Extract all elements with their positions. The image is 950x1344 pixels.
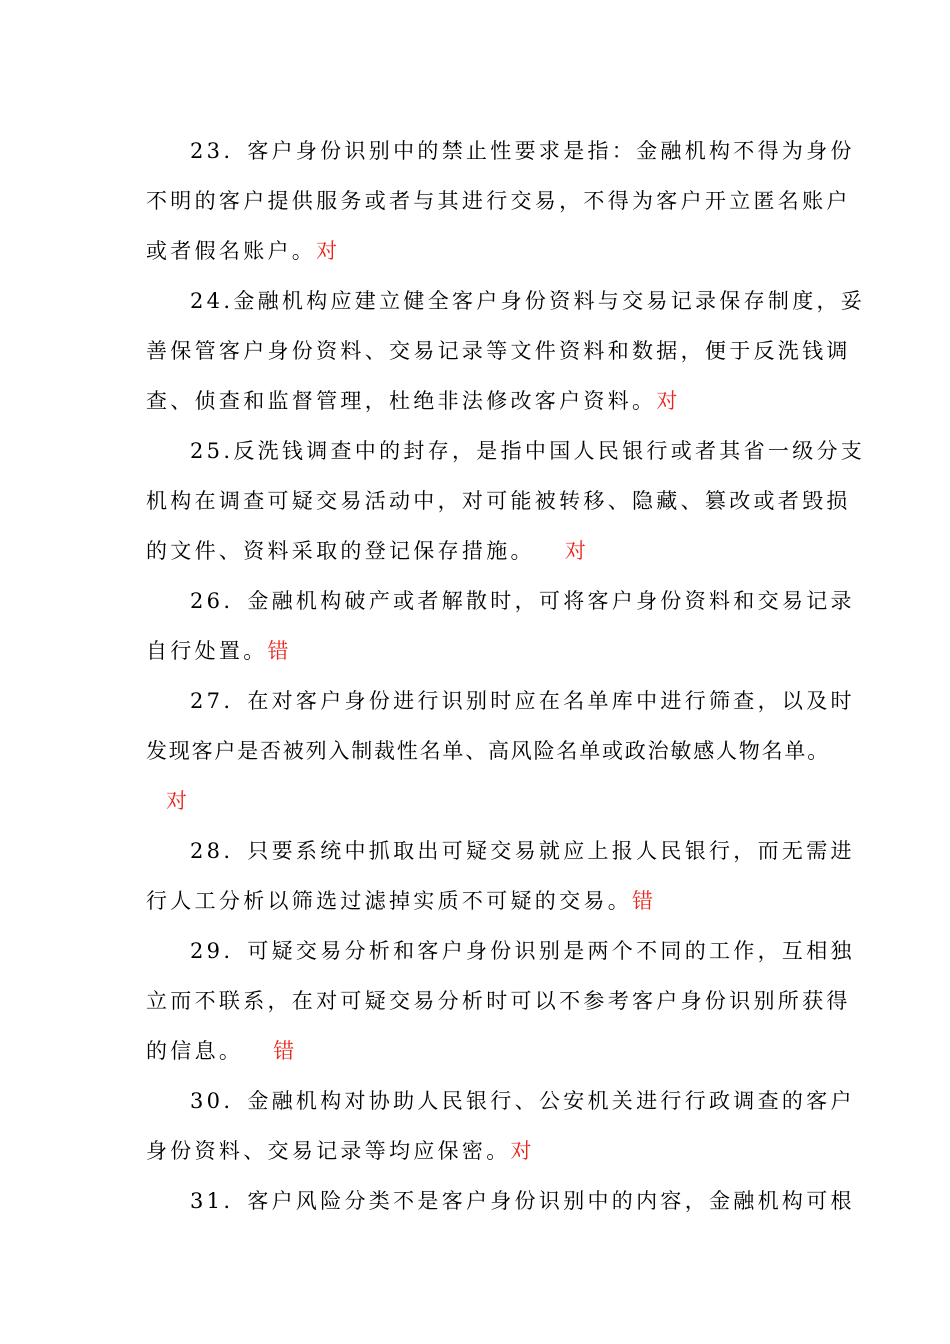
answer-mark: 错 <box>632 889 657 913</box>
answer-mark: 对 <box>316 239 341 263</box>
item-29-line-2: 立而不联系，在对可疑交易分析时可以不参考客户身份识别所获得 <box>146 989 851 1013</box>
answer-mark: 对 <box>564 539 590 563</box>
answer-mark: 对 <box>510 1139 535 1163</box>
item-27-line-3 <box>166 781 187 821</box>
item-number: 25. <box>190 439 234 463</box>
answer-mark: 对 <box>656 389 681 413</box>
item-29-line-1: 29. 可疑交易分析和客户身份识别是两个不同的工作，互相独 <box>190 939 855 963</box>
item-23-line-3: 或者假名账户。对 <box>146 239 341 263</box>
item-number: 29. <box>190 939 234 963</box>
item-28-line-2: 行人工分析以筛选过滤掉实质不可疑的交易。错 <box>146 889 657 913</box>
item-31-line-1: 31. 客户风险分类不是客户身份识别中的内容，金融机构可根 <box>190 1189 855 1213</box>
item-number: 26. <box>190 589 234 613</box>
item-27-line-1: 27. 在对客户身份进行识别时应在名单库中进行筛查，以及时 <box>190 689 855 713</box>
item-number: 27. <box>190 689 234 713</box>
item-26-line-1: 26. 金融机构破产或者解散时，可将客户身份资料和交易记录 <box>190 589 855 613</box>
item-24-line-1: 24.金融机构应建立健全客户身份资料与交易记录保存制度，妥 <box>190 289 866 313</box>
item-28-line-1: 28. 只要系统中抓取出可疑交易就应上报人民银行，而无需进 <box>190 839 855 863</box>
answer-mark: 错 <box>273 1039 298 1063</box>
item-23-line-1: 23. 客户身份识别中的禁止性要求是指：金融机构不得为身份 <box>190 139 855 163</box>
item-number: 23. <box>190 139 234 163</box>
item-number: 24. <box>190 289 234 313</box>
item-25-line-3: 的文件、资料采取的登记保存措施。 对 <box>146 539 590 563</box>
item-26-line-2: 自行处置。错 <box>146 639 292 663</box>
item-30-line-2: 身份资料、交易记录等均应保密。对 <box>146 1139 535 1163</box>
answer-mark: 错 <box>267 639 292 663</box>
item-29-line-3: 的信息。 错 <box>146 1039 298 1063</box>
item-27-line-2: 发现客户是否被列入制裁性名单、高风险名单或政治敏感人物名单。 <box>146 739 830 763</box>
item-number: 31. <box>190 1189 234 1213</box>
answer-mark: 对 <box>166 789 187 813</box>
item-25-line-2: 机构在调查可疑交易活动中，对可能被转移、隐藏、篡改或者毁损 <box>146 489 851 513</box>
item-24-line-2: 善保管客户身份资料、交易记录等文件资料和数据，便于反洗钱调 <box>146 339 851 363</box>
item-25-line-1: 25.反洗钱调查中的封存，是指中国人民银行或者其省一级分支 <box>190 439 866 463</box>
item-number: 30. <box>190 1089 234 1113</box>
item-30-line-1: 30. 金融机构对协助人民银行、公安机关进行行政调查的客户 <box>190 1089 855 1113</box>
item-number: 28. <box>190 839 234 863</box>
item-23-line-2: 不明的客户提供服务或者与其进行交易，不得为客户开立匿名账户 <box>146 189 851 213</box>
item-24-line-3: 查、侦查和监督管理，杜绝非法修改客户资料。对 <box>146 389 681 413</box>
